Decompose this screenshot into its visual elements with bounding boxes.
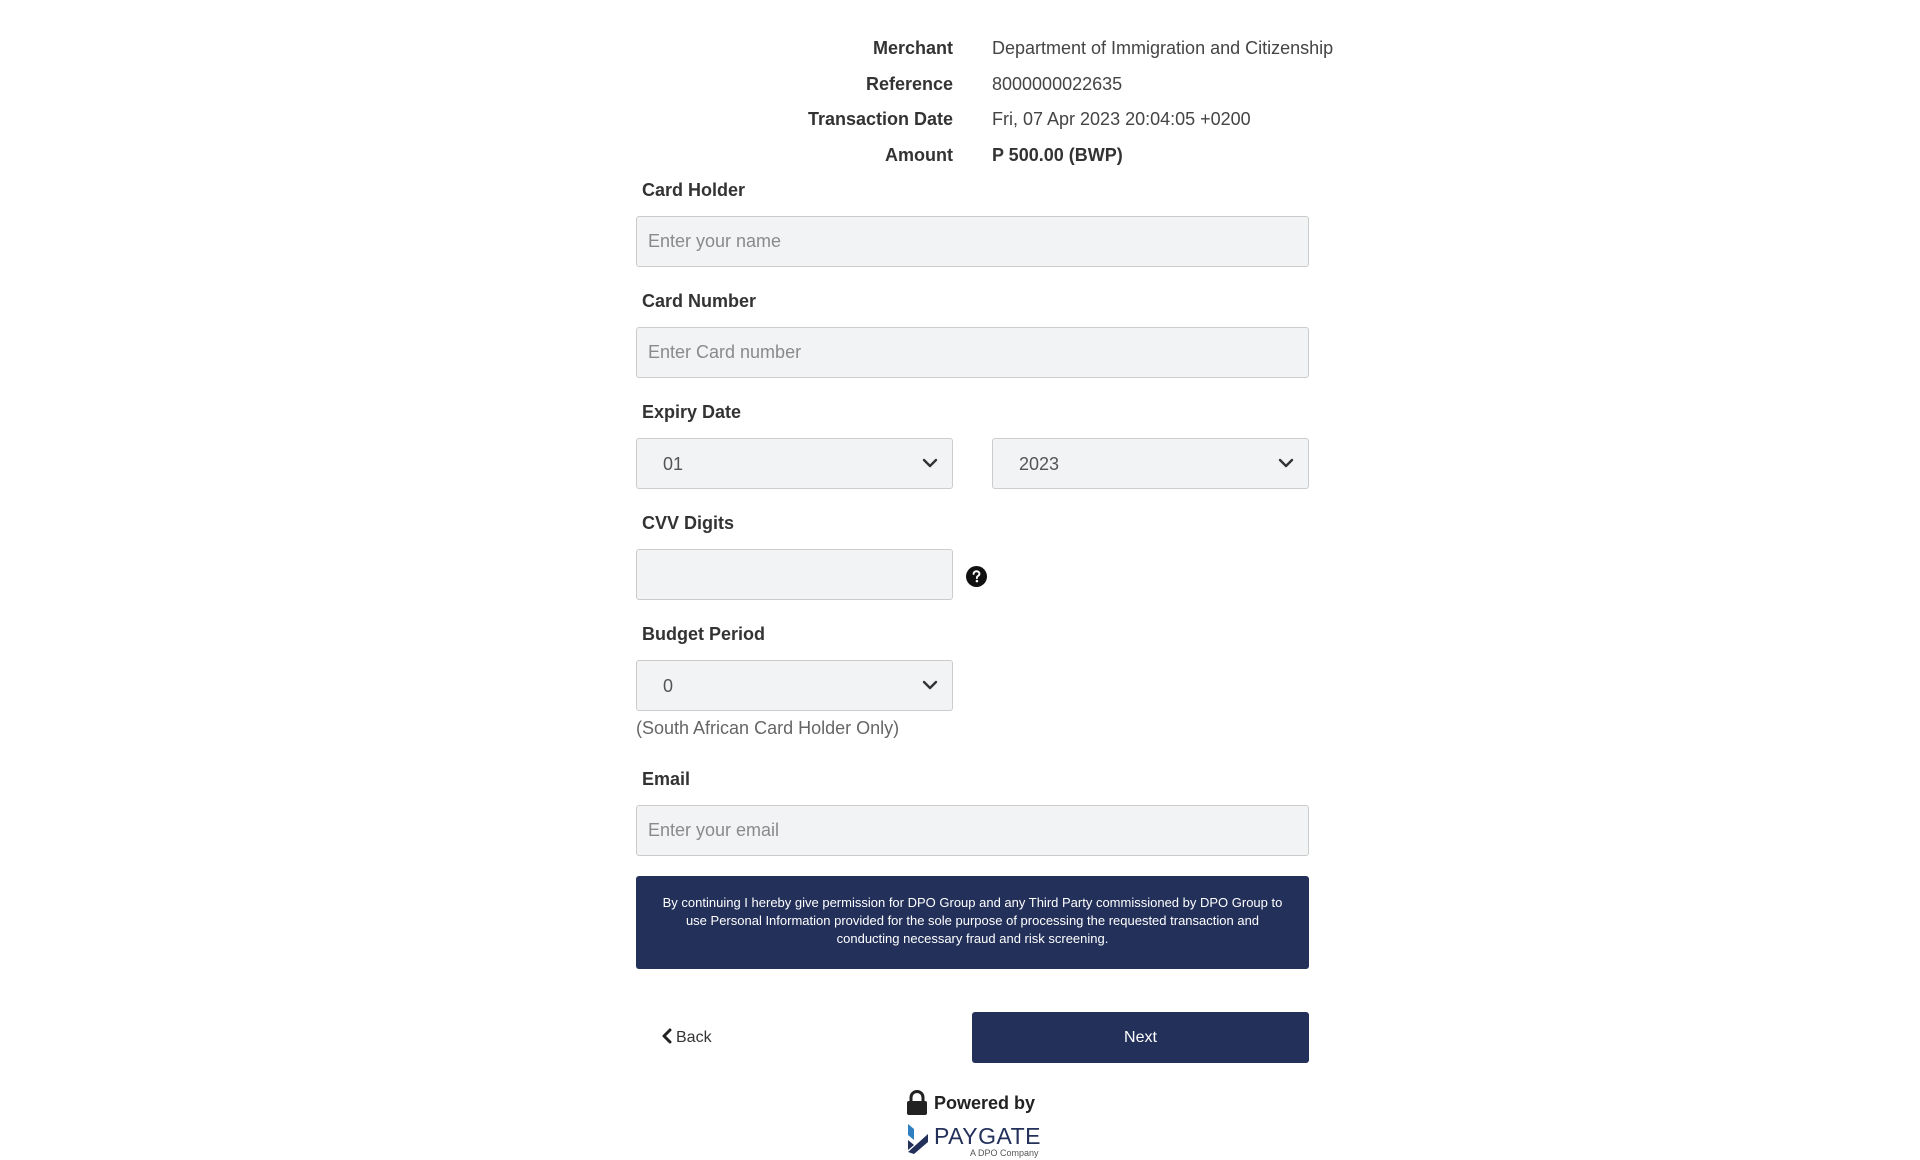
transaction-date-label: Transaction Date — [807, 109, 953, 129]
lock-icon — [906, 1090, 928, 1116]
budget-period-note: (South African Card Holder Only) — [636, 718, 900, 738]
card-holder-label: Card Holder — [642, 180, 746, 200]
reference-label: Reference — [865, 74, 953, 94]
chevron-down-icon — [1278, 457, 1294, 469]
merchant-value: Department of Immigration and Citizenship — [992, 38, 1334, 58]
merchant-label: Merchant — [872, 38, 953, 58]
question-circle-icon[interactable] — [966, 566, 987, 587]
expiry-month-value: 01 — [663, 454, 684, 474]
paygate-logo-text: PAYGATE — [934, 1123, 1042, 1149]
paygate-logo-subtext: A DPO Company — [970, 1148, 1039, 1158]
consent-notice: By continuing I hereby give permission for DPO Group and any Third Party commissioned by DPO Group to use Personal Information provided for the sole purpose of processing the requested transaction and conducting necessary fraud and risk screening. — [636, 876, 1309, 969]
paygate-logo-mark — [906, 1122, 930, 1154]
email-label: Email — [642, 769, 691, 789]
transaction-date-value: Fri, 07 Apr 2023 20:04:05 +0200 — [992, 109, 1251, 129]
expiry-year-value: 2023 — [1019, 454, 1060, 474]
summary-row-merchant — [0, 36, 1920, 60]
powered-by-text: Powered by — [934, 1093, 1036, 1113]
reference-value: 8000000022635 — [992, 74, 1123, 94]
email-input[interactable] — [636, 805, 1309, 856]
back-label: Back — [676, 1029, 712, 1046]
chevron-left-icon — [662, 1028, 672, 1044]
chevron-down-icon — [922, 679, 938, 691]
cvv-label: CVV Digits — [642, 513, 735, 533]
card-holder-input[interactable] — [636, 216, 1309, 267]
summary-row-date — [0, 107, 1920, 131]
back-button[interactable] — [662, 1026, 712, 1050]
amount-label: Amount — [885, 145, 953, 165]
budget-period-label: Budget Period — [642, 624, 766, 644]
expiry-month-select[interactable] — [636, 438, 953, 489]
budget-period-select[interactable] — [636, 660, 953, 711]
amount-value: P 500.00 (BWP) — [992, 145, 1123, 165]
summary-row-amount — [0, 143, 1920, 167]
expiry-year-select[interactable] — [992, 438, 1309, 489]
budget-period-value: 0 — [663, 676, 674, 696]
next-button[interactable]: Next — [972, 1012, 1309, 1063]
expiry-date-label: Expiry Date — [642, 402, 742, 422]
powered-by-footer — [906, 1090, 1066, 1160]
chevron-down-icon — [922, 457, 938, 469]
card-number-input[interactable] — [636, 327, 1309, 378]
cvv-input[interactable] — [636, 549, 953, 600]
card-number-label: Card Number — [642, 291, 757, 311]
summary-row-reference — [0, 72, 1920, 96]
